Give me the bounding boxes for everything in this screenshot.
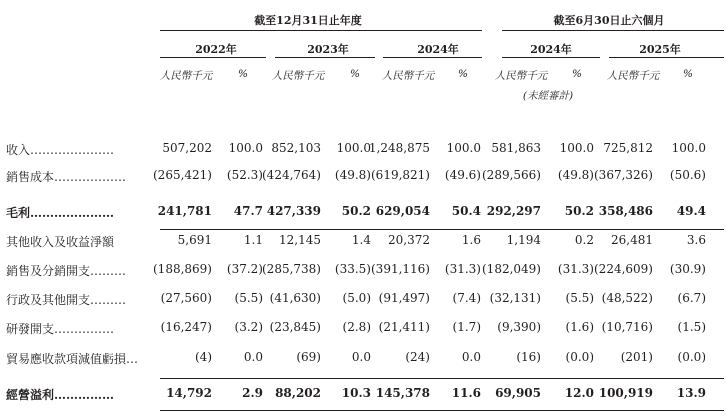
table-cell-cost-of-sales-8: (367,326): [594, 168, 653, 182]
row-label-text: 研發開支: [6, 322, 55, 336]
table-cell-admin-expenses-7: (5.5): [565, 291, 594, 305]
table-cell-cost-of-sales-5: (49.6): [444, 168, 481, 182]
table-cell-selling-expenses-6: (182,049): [482, 262, 541, 276]
row-label-cost-of-sales: [6, 168, 126, 185]
table-cell-admin-expenses-0: (27,560): [160, 291, 212, 305]
table-cell-other-income-3: 1.4: [351, 233, 371, 247]
table-cell-revenue-6: 581,863: [491, 141, 541, 155]
table-cell-other-income-2: 12,145: [279, 233, 321, 247]
table-cell-revenue-1: 100.0: [228, 141, 263, 155]
table-cell-other-income-4: 20,372: [388, 233, 430, 247]
row-leader-dots: ……………: [54, 322, 115, 336]
unit-pct-2022: %: [238, 68, 248, 80]
table-cell-other-income-6: 1,194: [506, 233, 541, 247]
table-cell-rnd-expenses-5: (1.7): [452, 320, 481, 334]
table-cell-revenue-0: 507,202: [162, 141, 212, 155]
table-cell-gross-profit-7: 50.2: [564, 204, 594, 218]
table-cell-gross-profit-2: 427,339: [266, 204, 321, 218]
table-cell-selling-expenses-4: (391,116): [371, 262, 430, 276]
year-header-2024: 2024年: [417, 43, 459, 56]
table-cell-revenue-5: 100.0: [446, 141, 481, 155]
row-label-text: 貿易應收款項減值虧損: [6, 352, 127, 366]
row-label-admin-expenses: [6, 291, 126, 308]
table-cell-gross-profit-6: 292,297: [486, 204, 541, 218]
table-cell-operating-profit-6: 69,905: [495, 386, 541, 400]
row-label-text: 經營溢利: [6, 388, 55, 402]
table-cell-impairment-loss-5: 0.0: [461, 350, 481, 364]
row-label-text: 銷售成本: [6, 170, 55, 184]
table-cell-other-income-1: 1.1: [243, 233, 263, 247]
period-rule-six-months: [502, 30, 724, 31]
unit-amount-2024-h1: 人民幣千元: [494, 70, 548, 82]
table-cell-selling-expenses-3: (33.5): [334, 262, 371, 276]
row-label-revenue: [6, 141, 114, 158]
year-header-2025-h1: 2025年: [639, 43, 681, 56]
table-cell-rnd-expenses-8: (10,716): [601, 320, 653, 334]
table-cell-other-income-0: 5,691: [177, 233, 212, 247]
unit-amount-2023: 人民幣千元: [271, 70, 325, 82]
table-cell-admin-expenses-4: (91,497): [378, 291, 430, 305]
table-cell-operating-profit-1: 2.9: [242, 386, 263, 400]
table-cell-impairment-loss-3: 0.0: [351, 350, 371, 364]
table-cell-selling-expenses-9: (30.9): [669, 262, 706, 276]
table-cell-impairment-loss-9: (0.0): [677, 350, 706, 364]
table-cell-cost-of-sales-9: (50.6): [669, 168, 706, 182]
table-cell-revenue-4: 1,248,875: [368, 141, 430, 155]
table-cell-admin-expenses-1: (5.5): [234, 291, 263, 305]
unit-pct-2024: %: [458, 68, 468, 80]
table-cell-rnd-expenses-3: (2.8): [342, 320, 371, 334]
table-cell-gross-profit-1: 47.7: [233, 204, 263, 218]
table-cell-admin-expenses-8: (48,522): [601, 291, 653, 305]
year-rule-2023: [275, 57, 375, 58]
table-cell-rnd-expenses-4: (21,411): [378, 320, 430, 334]
table-cell-other-income-8: 26,481: [611, 233, 653, 247]
table-cell-other-income-9: 3.6: [686, 233, 706, 247]
table-cell-other-income-5: 1.6: [461, 233, 481, 247]
table-cell-impairment-loss-4: (24): [405, 350, 430, 364]
row-label-operating-profit: [6, 386, 114, 403]
row-leader-dots: …………………: [30, 143, 115, 157]
table-cell-operating-profit-4: 145,378: [375, 386, 430, 400]
row-label-gross-profit: [6, 204, 114, 221]
table-cell-rnd-expenses-9: (1.5): [677, 320, 706, 334]
table-cell-operating-profit-3: 10.3: [341, 386, 371, 400]
table-cell-impairment-loss-6: (16): [516, 350, 541, 364]
table-cell-impairment-loss-2: (69): [296, 350, 321, 364]
period-header-fiscal-year: 截至12月31日止年度: [254, 14, 362, 27]
year-rule-2025-h1: [609, 57, 724, 58]
unit-amount-2022: 人民幣千元: [159, 70, 213, 82]
row-leader-dots: ………: [90, 293, 127, 307]
table-cell-operating-profit-9: 13.9: [676, 386, 706, 400]
year-rule-2024: [383, 57, 482, 58]
table-cell-rnd-expenses-7: (1.6): [565, 320, 594, 334]
operating-profit-rule-top: [160, 378, 724, 379]
row-label-text: 銷售及分銷開支: [6, 264, 91, 278]
table-cell-rnd-expenses-0: (16,247): [160, 320, 212, 334]
unit-amount-2024: 人民幣千元: [381, 70, 435, 82]
table-cell-impairment-loss-8: (201): [620, 350, 653, 364]
table-cell-selling-expenses-8: (224,609): [594, 262, 653, 276]
table-cell-revenue-7: 100.0: [559, 141, 594, 155]
year-header-2024-h1: 2024年: [530, 43, 572, 56]
row-label-selling-expenses: [6, 262, 126, 279]
table-cell-selling-expenses-1: (37.2): [226, 262, 263, 276]
period-header-six-months: 截至6月30日止六個月: [553, 14, 665, 27]
unit-pct-2025-h1: %: [683, 68, 693, 80]
row-leader-dots: …: [126, 352, 139, 366]
unit-amount-2025-h1: 人民幣千元: [606, 70, 660, 82]
gross-profit-rule: [160, 229, 724, 230]
row-label-text: 毛利: [6, 206, 31, 220]
table-cell-gross-profit-5: 50.4: [451, 204, 481, 218]
table-cell-gross-profit-4: 629,054: [375, 204, 430, 218]
table-cell-gross-profit-8: 358,486: [598, 204, 653, 218]
table-cell-admin-expenses-2: (41,630): [269, 291, 321, 305]
year-rule-2022: [160, 57, 266, 58]
table-cell-selling-expenses-7: (31.3): [557, 262, 594, 276]
row-label-text: 行政及其他開支: [6, 293, 91, 307]
table-cell-gross-profit-0: 241,781: [157, 204, 212, 218]
table-cell-rnd-expenses-6: (9,390): [497, 320, 541, 334]
table-cell-gross-profit-3: 50.2: [341, 204, 371, 218]
table-cell-admin-expenses-5: (7.4): [452, 291, 481, 305]
table-cell-impairment-loss-7: (0.0): [565, 350, 594, 364]
table-cell-operating-profit-2: 88,202: [275, 386, 321, 400]
table-cell-admin-expenses-3: (5.0): [342, 291, 371, 305]
table-cell-cost-of-sales-6: (289,566): [482, 168, 541, 182]
row-label-text: 收入: [6, 143, 31, 157]
table-cell-revenue-2: 852,103: [271, 141, 321, 155]
operating-profit-rule-bottom: [160, 410, 724, 411]
unit-pct-2023: %: [350, 68, 360, 80]
table-cell-cost-of-sales-0: (265,421): [153, 168, 212, 182]
table-cell-revenue-3: 100.0: [336, 141, 371, 155]
table-cell-revenue-9: 100.0: [671, 141, 706, 155]
table-cell-admin-expenses-6: (32,131): [489, 291, 541, 305]
table-cell-impairment-loss-1: 0.0: [243, 350, 263, 364]
table-cell-gross-profit-9: 49.4: [676, 204, 706, 218]
row-leader-dots: …………………: [30, 206, 115, 220]
row-label-impairment-loss: [6, 350, 138, 367]
year-header-2022: 2022年: [195, 43, 237, 56]
table-cell-other-income-7: 0.2: [574, 233, 594, 247]
table-cell-selling-expenses-2: (285,738): [262, 262, 321, 276]
table-cell-cost-of-sales-3: (49.8): [334, 168, 371, 182]
period-rule-fiscal-year: [160, 30, 482, 31]
row-leader-dots: ……………: [54, 388, 115, 402]
table-cell-rnd-expenses-2: (23,845): [269, 320, 321, 334]
table-cell-cost-of-sales-4: (619,821): [371, 168, 430, 182]
table-cell-selling-expenses-5: (31.3): [444, 262, 481, 276]
table-cell-operating-profit-8: 100,919: [598, 386, 653, 400]
table-cell-cost-of-sales-7: (49.8): [557, 168, 594, 182]
table-cell-operating-profit-7: 12.0: [564, 386, 594, 400]
table-cell-revenue-8: 725,812: [603, 141, 653, 155]
table-cell-operating-profit-5: 11.6: [451, 386, 481, 400]
row-label-rnd-expenses: [6, 320, 114, 337]
table-cell-impairment-loss-0: (4): [195, 350, 212, 364]
row-label-text: 其他收入及收益淨額: [6, 235, 115, 249]
row-leader-dots: ………………: [54, 170, 127, 184]
year-header-2023: 2023年: [307, 43, 349, 56]
unaudited-note: (未經審計): [522, 90, 574, 102]
table-cell-cost-of-sales-1: (52.3): [226, 168, 263, 182]
year-rule-2024-h1: [502, 57, 600, 58]
row-leader-dots: ………: [90, 264, 127, 278]
table-cell-cost-of-sales-2: (424,764): [262, 168, 321, 182]
table-cell-admin-expenses-9: (6.7): [677, 291, 706, 305]
row-label-other-income: [6, 233, 114, 250]
table-cell-rnd-expenses-1: (3.2): [234, 320, 263, 334]
table-cell-operating-profit-0: 14,792: [166, 386, 212, 400]
table-cell-selling-expenses-0: (188,869): [153, 262, 212, 276]
unit-pct-2024-h1: %: [572, 68, 582, 80]
